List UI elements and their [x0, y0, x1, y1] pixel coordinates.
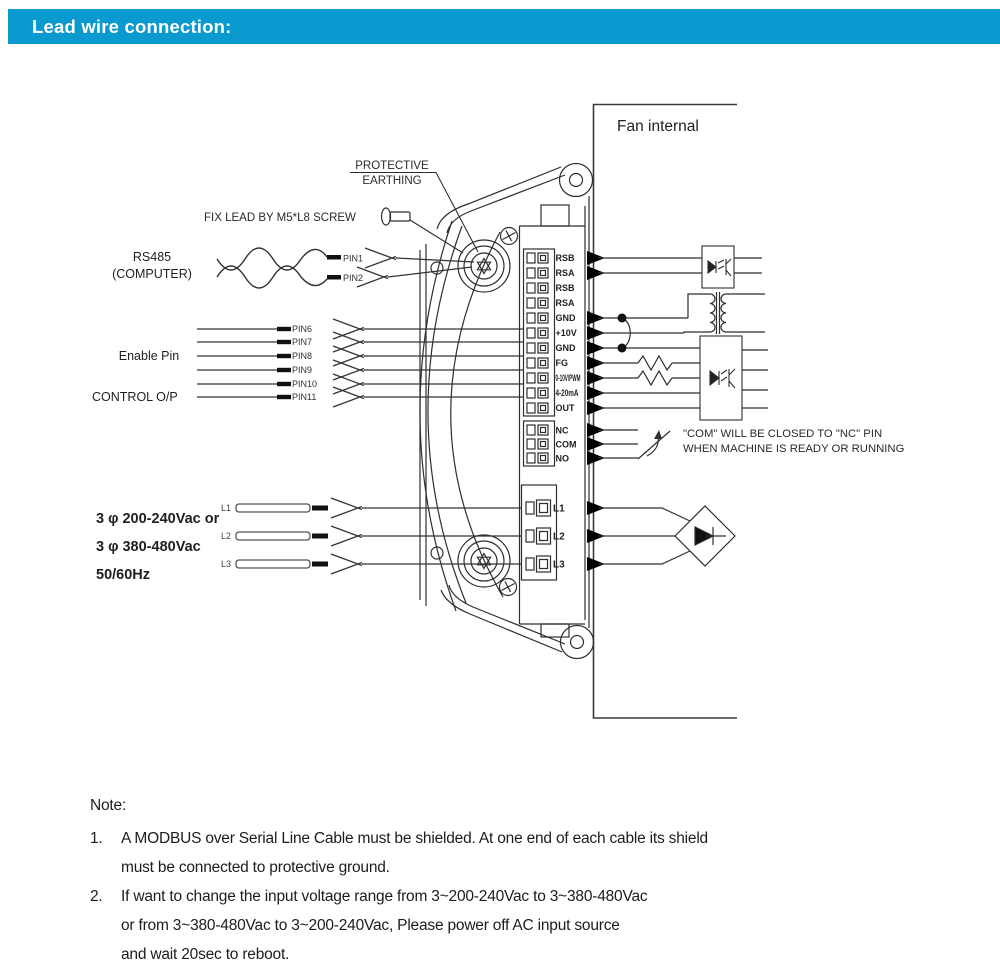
protective-earthing-label: PROTECTIVE — [355, 160, 429, 172]
enable-pin-label: Enable Pin — [118, 349, 180, 363]
note-text — [121, 824, 708, 882]
wire-arrows — [357, 248, 474, 287]
twisted-pair — [217, 248, 327, 288]
terminal-label: RSB — [555, 253, 575, 263]
notes-heading: Note: — [90, 797, 127, 814]
power-spec-label: 50/60Hz — [96, 567, 151, 583]
terminal-label: OUT — [555, 403, 575, 413]
terminal-label: L2 — [553, 531, 565, 543]
transformer-icon — [710, 292, 726, 334]
fix-lead-label: FIX LEAD BY M5*L8 SCREW — [204, 212, 356, 224]
optocoupler-icon — [700, 336, 742, 420]
note-line: and wait 20sec to reboot. — [121, 946, 290, 963]
bridge-rectifier-icon — [675, 506, 735, 566]
callouts — [204, 160, 478, 253]
terminal-label: 0-10V/PWM — [555, 373, 581, 383]
power-spec-label: 3 φ 200-240Vac or — [96, 511, 220, 527]
note-item — [90, 882, 950, 969]
junction-dot — [618, 314, 627, 323]
switch-arrowhead — [654, 430, 662, 439]
pin-label: PIN2 — [343, 273, 364, 283]
terminal-label: RSB — [555, 283, 575, 293]
screw-icon — [382, 208, 411, 225]
note-line: If want to change the input voltage range from 3~200-240Vac to 3~380-480Vac — [121, 888, 648, 905]
terminal-label: L3 — [553, 559, 565, 571]
terminal-labels — [553, 253, 581, 571]
note-number: 1. — [90, 830, 103, 847]
wire-label: L2 — [220, 531, 231, 541]
optocoupler-icon — [702, 246, 734, 288]
wire-dashes — [277, 327, 291, 399]
notes-section — [90, 791, 950, 969]
terminal-label: GND — [555, 313, 576, 323]
rs485-label: (COMPUTER) — [112, 267, 192, 281]
note-number: 2. — [90, 888, 103, 905]
wire-dashes — [312, 506, 328, 567]
entry-arrows — [587, 251, 605, 571]
pin-label: PIN11 — [292, 392, 317, 402]
terminal-label: COM — [555, 439, 577, 450]
page-title: Lead wire connection: — [32, 15, 232, 37]
note-line: or from 3~380-480Vac to 3~200-240Vac, Please power off AC input source — [121, 917, 620, 934]
fan-internal-label: Fan internal — [617, 118, 699, 135]
fan-internal-wiring — [587, 246, 904, 571]
note-text — [121, 882, 647, 969]
relay-note: WHEN MACHINE IS READY OR RUNNING — [683, 443, 905, 455]
relay-note: "COM" WILL BE CLOSED TO "NC" PIN — [683, 428, 883, 440]
power-spec-label: 3 φ 380-480Vac — [96, 539, 201, 555]
junction-dot — [618, 344, 627, 353]
rs485-label: RS485 — [132, 250, 172, 264]
pin-label: PIN10 — [292, 379, 318, 389]
control-lines — [197, 319, 523, 407]
terminal-label: FG — [555, 358, 568, 368]
terminal-label: L1 — [553, 503, 565, 515]
power-wiring — [96, 498, 522, 583]
pin-label: PIN6 — [292, 324, 313, 334]
terminal-strip — [520, 205, 586, 637]
protective-earthing-label: EARTHING — [362, 175, 422, 187]
slotted-screw-bottom — [500, 579, 517, 596]
terminal-label: NC — [555, 425, 569, 436]
control-op-label: CONTROL O/P — [92, 390, 178, 404]
fan-internal-box — [594, 105, 738, 719]
control-wiring — [92, 319, 523, 407]
terminal-label: NO — [555, 453, 569, 464]
pin-label: PIN7 — [292, 337, 313, 347]
terminal-label: GND — [555, 343, 576, 353]
terminal-label: RSA — [555, 298, 575, 308]
wire-label: L3 — [220, 559, 231, 569]
pin-label: PIN9 — [292, 365, 313, 375]
note-line: A MODBUS over Serial Line Cable must be shielded. At one end of each cable its shield — [121, 830, 708, 847]
wire-label: L1 — [220, 503, 231, 513]
terminal-label: +10V — [555, 328, 577, 338]
terminal-label: RSA — [555, 268, 575, 278]
lead-wires — [236, 504, 310, 568]
slotted-screw-top — [501, 228, 518, 245]
pin-label: PIN8 — [292, 351, 313, 361]
terminal-label: 4-20mA — [555, 388, 579, 398]
note-line: must be connected to protective ground. — [121, 859, 390, 876]
note-item — [90, 824, 950, 882]
pin-label: PIN1 — [343, 253, 364, 264]
